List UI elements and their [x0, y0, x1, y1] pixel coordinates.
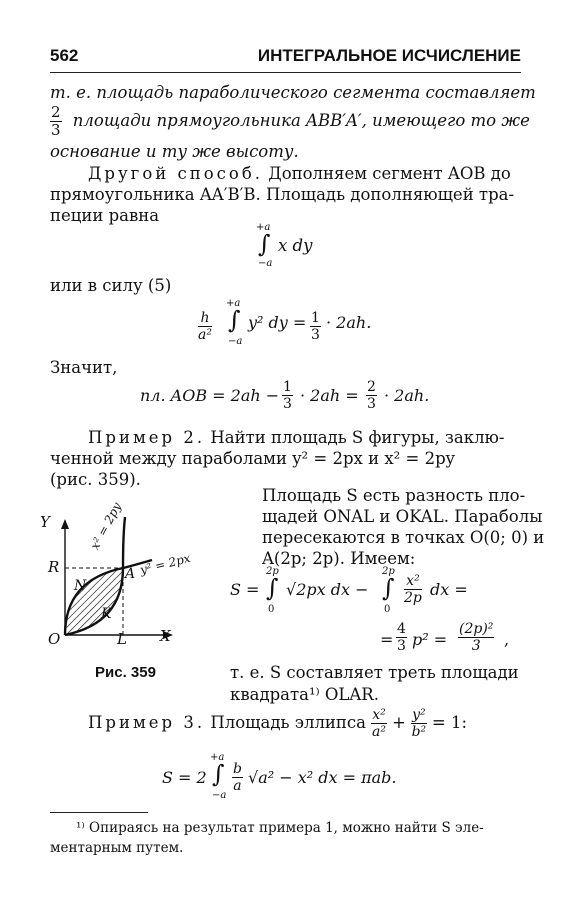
integral-sign: ∫ — [266, 574, 279, 602]
p1-line3: основание и ту же высоту. — [50, 142, 299, 161]
header-rule — [50, 72, 521, 73]
p5-line2: квадрата¹⁾ OLAR. — [230, 685, 379, 704]
label-a: A — [125, 566, 136, 582]
ex2-right-line4: A(2p; 2p). Имеем: — [262, 549, 416, 568]
ex2-right-line1: Площадь S есть разность пло- — [262, 486, 526, 505]
formula-area-aob: пл. AOB = 2ah − $\frac{1}{3}$ · 2ah = $\frac{2}{3}$ · 2ah. — [140, 379, 430, 412]
label-origin: O — [48, 630, 61, 648]
p2-line2: прямоугольника AA′B′B. Площадь дополняющей тра- — [50, 185, 515, 204]
footnote-rule — [50, 812, 148, 813]
p2-line3: пеции равна — [50, 206, 160, 225]
figure-359-parabolas — [40, 505, 240, 655]
label-curve-y2-2px: y² = 2px — [138, 550, 192, 577]
ex2-right-line2: щадей ONAL и OKAL. Параболы — [262, 507, 543, 526]
y-axis-arrow — [61, 519, 69, 529]
label-l: L — [117, 630, 127, 648]
integral-sign: ∫ — [258, 230, 271, 258]
formula-area-s: S = 2p ∫ 0 √2px dx − 2p ∫ 0 $\frac{\text{x²}}{2p}$ dx = — [230, 566, 468, 615]
p5-line1: т. е. S составляет треть площади — [230, 663, 519, 682]
ex2-line2: ченной между параболами y² = 2px и x² = 2py — [50, 449, 455, 468]
label-curve-x2-2py: x² = 2py — [87, 500, 125, 552]
label-n: N — [74, 578, 87, 594]
label-r: R — [48, 558, 60, 576]
figure-caption: Рис. 359 — [95, 664, 156, 681]
footnote-line2: ментарным путем. — [50, 840, 184, 856]
p2-line1: Другой способ. Дополняем сегмент AOB до — [88, 164, 511, 183]
formula-area-s-result: = $\frac{4}{3}$ p² = $\frac{\text{(2p)²}}{3}$ , — [380, 621, 510, 654]
ex3-line: Пример 3. Площадь эллипса $\frac{\text{x²}}{\text{a²}}$ + $\frac{\text{y²}}{\text{b²}}$ = 1: — [88, 707, 468, 740]
label-k: K — [101, 606, 112, 622]
p1-line2: $\frac{2}{3}$ площади прямоугольника ABB′A′, имеющего то же — [51, 103, 530, 139]
footnote-line1: ¹⁾ Опираясь на результат примера 1, можно найти S эле- — [76, 820, 484, 836]
formula-y2-dy: $\frac{h}{\text{a²}}$ +a ∫ −a y² dy = $\frac{1}{3}$ · 2ah. — [198, 298, 372, 347]
formula-ellipse-area: S = 2 +a ∫ −a $\frac{b}{a}$ √a² − x² dx = πab. — [162, 752, 397, 801]
integral-sign: ∫ — [228, 306, 241, 334]
p4-text: Значит, — [50, 358, 118, 377]
ex2-line3: (рис. 359). — [50, 470, 141, 489]
p3-text: или в силу (5) — [50, 276, 172, 295]
ex2-right-line3: пересекаются в точках O(0; 0) и — [262, 528, 545, 547]
label-x-axis: X — [160, 627, 171, 645]
label-y-axis: Y — [40, 513, 50, 531]
p1-line1: т. е. площадь параболического сегмента составляет — [50, 83, 536, 102]
running-title: ИНТЕГРАЛЬНОЕ ИСЧИСЛЕНИЕ — [257, 46, 521, 65]
page-number: 562 — [50, 46, 79, 65]
ex2-line1: Пример 2. Найти площадь S фигуры, заклю- — [88, 428, 505, 447]
formula-integral-x-dy: +a ∫ −a x dy — [256, 222, 313, 269]
fraction-two-thirds: $\frac{2}{3}$ — [51, 103, 61, 139]
integral-sign: ∫ — [212, 760, 225, 788]
integral-sign: ∫ — [382, 574, 395, 602]
